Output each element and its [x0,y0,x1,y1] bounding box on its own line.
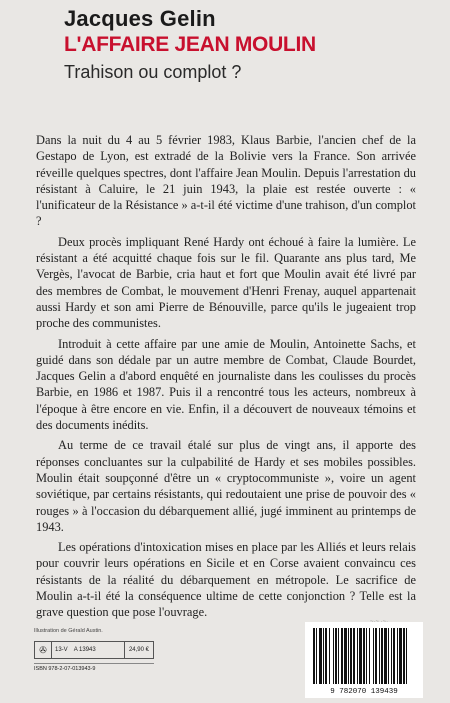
code-a: 13-V [55,647,68,653]
price-label: 24,90 € [124,642,153,658]
blurb-paragraph: Au terme de ce travail étalé sur plus de vingt ans, il apporte des réponses concluantes sur la culpabilité de Hardy et ses mobiles possibles. Moulin était soupçonné d'être un « cryptocommuniste », voire un agent soviétique, par certains résistants, qui redoutaient une prise de pouvoir des « rouges » à l'occasion du débarquement allié, jugé imminent au printemps de 1943. [36,438,416,534]
barcode-bars-icon [305,622,423,698]
code-b: A 13943 [73,647,96,653]
cover-header [64,6,434,83]
isbn-label: ISBN 978-2-07-013943-9 [34,663,154,672]
blurb-paragraph: Dans la nuit du 4 au 5 février 1983, Klaus Barbie, l'ancien chef de la Gestapo de Lyon, est extradé de la Bolivie vers la France. Son arrivée réveille quelques spectres, dont l'affaire Jean Moulin. Depuis l'arrestation du résistant à Caluire, le 21 juin 1943, la plaie est restée ouverte : « l'unificateur de la Résistance » a-t-il été victime d'une trahison, d'un complot ? [36,133,416,229]
price-box [34,641,154,659]
barcode-digits: 9 782070 139439 [330,688,398,696]
blurb-paragraph: Deux procès impliquant René Hardy ont échoué à faire la lumière. Le résistant a été acquitté chaque fois sur le fil. Quarante ans plus tard, Me Vergès, l'avocat de Barbie, cria haut et fort que Moulin avait été livré par des membres de Combat, le mouvement d'Henri Frenay, auquel appartenait aussi Hardy et son ami Pierre de Bénouville, parce qu'ils le jugeaient trop proche des communistes. [36,234,416,331]
publisher-logo-icon: ✇ [35,642,52,658]
illustration-credit: Illustration de Gérald Austin. [34,628,103,634]
blurb-paragraph: Les opérations d'intoxication mises en place par les Alliés et leurs relais pour couvrir leurs opérations en Sicile et en Corse avaient convaincu ces résistants de la réalité du débarquement en métropole. Le sacrifice de Moulin a-t-il été la conséquence ultime de cette conjonction ? Telle est la grave question que pose l'ouvrage. [36,540,416,620]
barcode [305,622,423,698]
author-name: Jacques Gelin [64,6,216,31]
book-subtitle: Trahison ou complot ? [64,62,242,82]
book-title: L'AFFAIRE JEAN MOULIN [64,33,316,56]
blurb-paragraph: Introduit à cette affaire par une amie de Moulin, Antoinette Sachs, et guidé dans son dédale par un autre membre de Combat, Claude Bourdet, Jacques Gelin a d'abord enquêté en journaliste dans les coulisses du procès Barbie, en 1986 et 1987. Puis il a rencontré tous les acteurs, nombreux à l'époque à être encore en vie. Enfin, il a découvert de nouveaux témoins et des documents inédits. [36,336,416,433]
blurb-text [36,132,416,625]
